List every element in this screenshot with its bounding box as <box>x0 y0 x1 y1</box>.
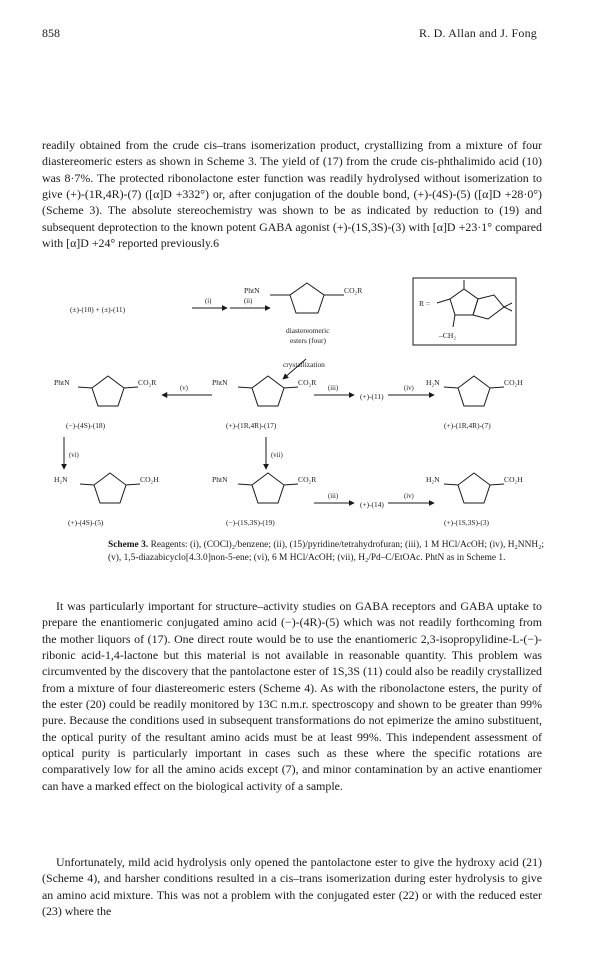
running-head: R. D. Allan and J. Fong <box>419 26 537 40</box>
scheme-row3-acid-right: CO₂H <box>504 475 523 484</box>
scheme-step-iv-row3: (iv) <box>404 493 414 500</box>
scheme-caption <box>108 539 544 565</box>
scheme-compound-3: (+)-(1S,3S)-(3) <box>444 518 490 527</box>
scheme-row2-acid-right: CO₂H <box>504 378 523 387</box>
scheme-compound-19: (−)-(1S,3S)-(19) <box>226 518 275 527</box>
scheme-diastereomer-label-2: esters (four) <box>290 336 326 345</box>
scheme-step-iii-row2: (iii) <box>328 385 339 392</box>
scheme-compound-5: (+)-(4S)-(5) <box>68 518 104 527</box>
scheme-caption-text: Reagents: (i), (COCl)₂/benzene; (ii), (15)/pyridine/tetrahydrofuran; (iii), 1 M HCl/AcOH; (iv), H₂NNH₂; (v), 1,5-diazabicyclo[4.3.0]non-5-ene; (vi), 6 M HCl/AcOH; (vii), H₂/Pd–C/EtOAc. PhtN as in Scheme 1. <box>108 540 544 563</box>
scheme-start-reactants: (±)-(10) + (±)-(11) <box>70 305 126 314</box>
scheme-row2-pht-left: PhtN <box>54 378 70 387</box>
page-number: 858 <box>42 26 60 40</box>
scheme-row3-amine-left: H₂N <box>54 475 68 484</box>
scheme-row3-acid-left: CO₂H <box>140 475 159 484</box>
scheme-row2-pht-mid: PhtN <box>212 378 228 387</box>
scheme-crystallization-label: crystallization <box>283 360 325 369</box>
body-paragraph-2: It was particularly important for structure–activity studies on GABA receptors and GABA uptake to prepare the enantiomeric conjugated amino acid (−)-(4R)-(5) which was not readily forthcoming from the mother liquors of (17). One direct route would be to use the enantiomeric 2,3-isopropylidine-L-(−)-ribonic acid-1,4-lactone but this material is not available in reasonable quantity. This problem was circumvented by the discovery that the pantolactone ester of 1S,3S (11) could also be readily crystallized from a mixture of four diastereomeric esters (Scheme 4). As with the ribonolactone esters, the purity of the ester (20) could be readily monitored by 13C n.m.r. spectroscopy and shown to be greater than 99% pure. Because the conditions used in subsequent transformations do not epimerize the amino substituent, the optical purity of the resultant amino acids must be at least 99%. This independent assessment of optical purity is particularly important in cases such as these where the specific rotations are comparatively low for all the amino acids except (7), and minor contamination by an active enantiomer can have a marked effect on the biological activity of a sample. <box>42 599 542 793</box>
scheme-step-vi: (vi) <box>69 452 79 459</box>
scheme-compound-17: (+)-(1R,4R)-(17) <box>226 421 277 430</box>
body-paragraph-1: readily obtained from the crude cis–trans isomerization product, crystallizing from a mixture of four diastereomeric esters as shown in Scheme 3. The yield of (17) from the crude cis-phthalimido acid (10) was 8·7%. The protected ribonolactone ester function was readily hydrolysed without isomerization to give (+)-(1R,4R)-(7) ([α]D +332°) or, after conjugation of the double bond, (+)-(4S)-(5) ([α]D +28·0°) (Scheme 3). The absolute stereochemistry was shown to be as indicated by reduction to (19) and subsequent deprotection to the known potent GABA agonist (+)-(1S,3S)-(3) with [α]D +23·1° compared with [α]D +24° reported previously.6 <box>42 138 542 251</box>
scheme-diastereomer-label-1: diastereomeric <box>286 326 330 335</box>
scheme-compound-7: (+)-(1R,4R)-(7) <box>444 421 491 430</box>
scheme-row3-ester-mid: CO₂R <box>298 475 317 484</box>
scheme-r-ch2: –CH₂ <box>439 331 456 340</box>
scheme-row3-pht-mid: PhtN <box>212 475 228 484</box>
scheme-intermediate-14: (+)-(14) <box>360 500 384 509</box>
scheme-pht-row1: PhtN <box>244 286 260 295</box>
scheme-step-iv-row2: (iv) <box>404 385 414 392</box>
scheme-step-iii-row3: (iii) <box>328 493 339 500</box>
scheme-intermediate-11: (+)-(11) <box>360 392 384 401</box>
scheme-r-definition: R = <box>419 299 431 308</box>
body-paragraph-3: Unfortunately, mild acid hydrolysis only opened the pantolactone ester to give the hydroxy acid (21) (Scheme 4), and harsher conditions resulted in a cis–trans isomerization during ester hydrolysis to give an amino acid mixture. This was not a problem with the conjugated ester (22) or with the reduced ester (23) where the <box>42 855 542 919</box>
scheme-row2-ester-mid: CO₂R <box>298 378 317 387</box>
scheme-ester-row1: CO₂R <box>344 286 363 295</box>
scheme-row2-ester-left: CO₂R <box>138 378 157 387</box>
scheme-step-v: (v) <box>180 385 188 392</box>
scheme-step-i: (i) <box>205 298 212 305</box>
scheme-step-ii: (ii) <box>244 298 253 305</box>
scheme-caption-title: Scheme 3. <box>108 540 149 550</box>
scheme-row2-amine-right: H₂N <box>426 378 440 387</box>
reaction-scheme-3 <box>42 275 552 537</box>
scheme-compound-18: (−)-(4S)-(18) <box>66 421 106 430</box>
scheme-row3-amine-right: H₂N <box>426 475 440 484</box>
scheme-step-vii: (vii) <box>271 452 283 459</box>
